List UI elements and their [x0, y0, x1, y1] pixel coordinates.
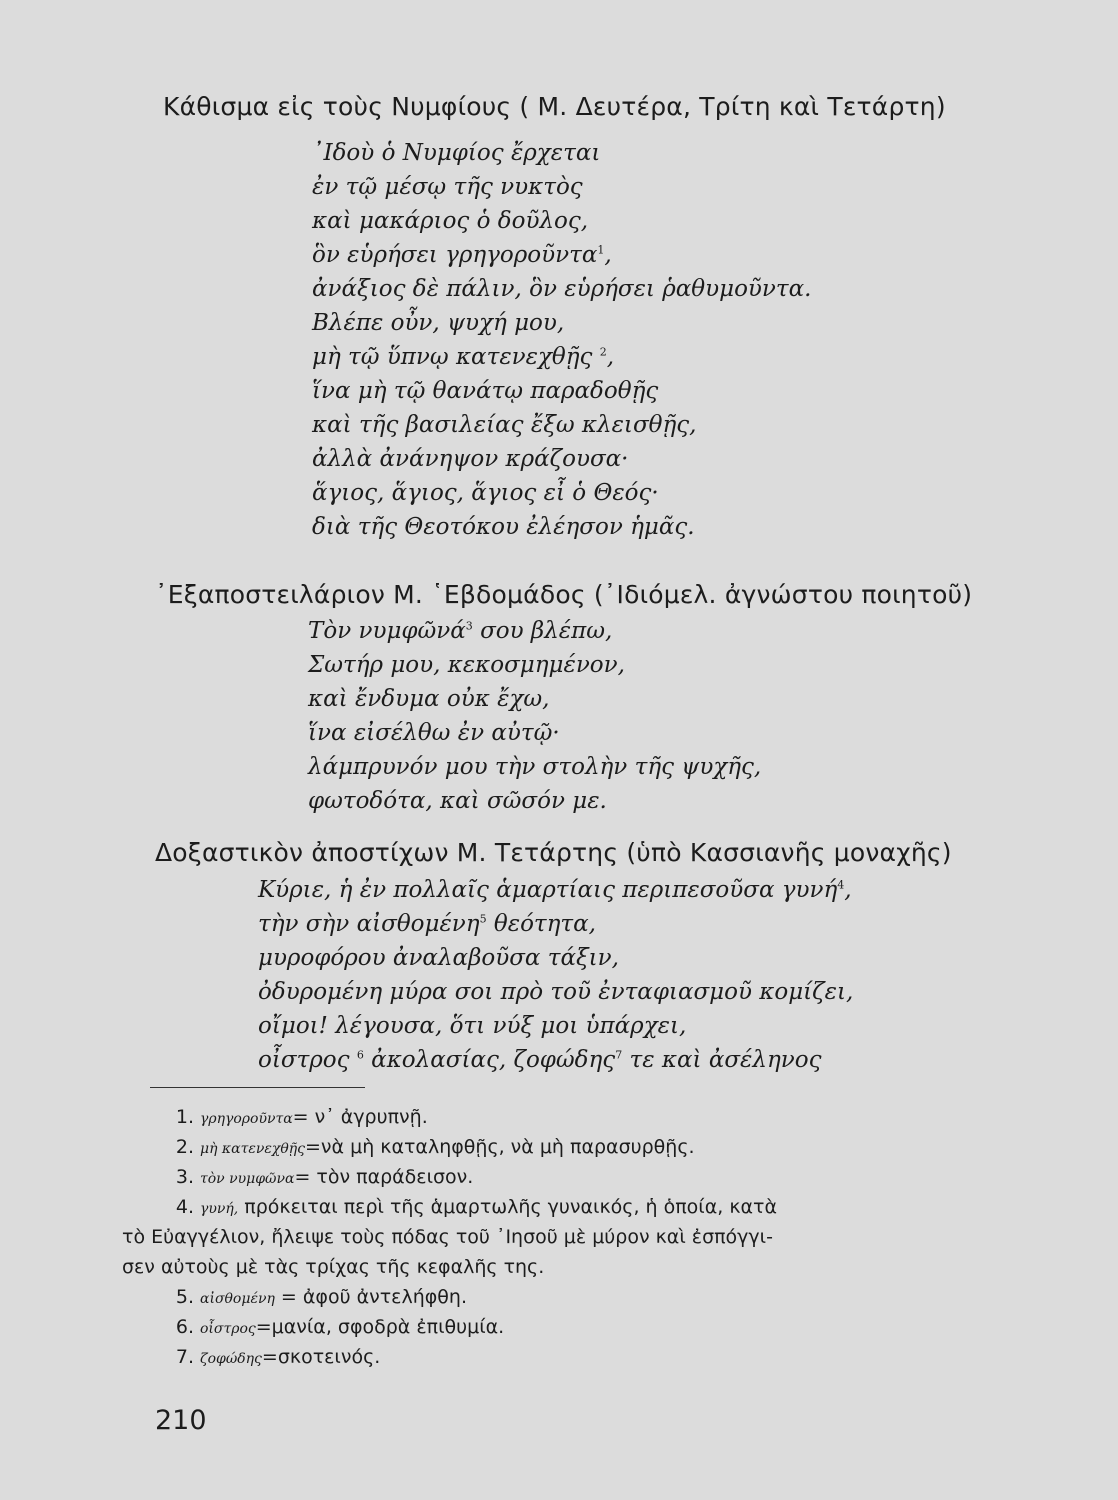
footnote-mark: 7	[615, 1048, 623, 1062]
verse-line: λάμπρυνόν μου τὴν στολὴν τῆς ψυχῆς,	[308, 754, 762, 780]
verse-line: ὃν εὑρήσει γρηγοροῦντα$^1$,	[312, 242, 612, 268]
footnote-5: 5. αἰσθομένη = ἀφοῦ ἀντελήφθη.	[175, 1286, 467, 1308]
footnote-term: οἶστρος	[200, 1321, 256, 1337]
verse-line: ἀλλὰ ἀνάνηψον κράζουσα·	[312, 446, 629, 472]
verse-line: διὰ τῆς Θεοτόκου ἐλέησον ἡμᾶς.	[312, 514, 695, 540]
footnote-3: 3. τὸν νυμφῶνα= τὸν παράδεισον.	[175, 1166, 474, 1188]
verse-line: τὴν σὴν αἰσθομένη$^5$ θεότητα,	[258, 911, 596, 937]
footnote-term: γυνή,	[200, 1201, 239, 1217]
verse-line: καὶ μακάριος ὁ δοῦλος,	[312, 208, 589, 234]
section-heading-kathisma: Κάθισμα εἰς τοὺς Νυμφίους ( Μ. Δευτέρα, Τρίτη καὶ Τετάρτη)	[163, 92, 946, 121]
verse-line: Τὸν νυμφῶνά$^3$ σου βλέπω,	[308, 618, 613, 644]
page-number: 210	[155, 1405, 207, 1436]
verse-line: ἀνάξιος δὲ πάλιν, ὃν εὑρήσει ῥαθυμοῦντα.	[312, 276, 812, 302]
footnote-term: αἰσθομένη	[200, 1291, 275, 1307]
verse-line: ὀδυρομένη μύρα σοι πρὸ τοῦ ἐνταφιασμοῦ κομίζει,	[258, 979, 854, 1005]
verse-line: ἅγιος, ἅγιος, ἅγιος εἶ ὁ Θεός·	[312, 480, 659, 506]
verse-line: Βλέπε οὖν, ψυχή μου,	[312, 310, 565, 336]
footnote-mark: 6	[356, 1048, 364, 1062]
verse-block-kathisma	[312, 136, 811, 544]
verse-line: μυροφόρου ἀναλαβοῦσα τάξιν,	[258, 945, 619, 971]
section-heading-doxastikon: Δοξαστικὸν ἀποστίχων Μ. Τετάρτης (ὑπὸ Κασσιανῆς μοναχῆς)	[155, 838, 952, 867]
verse-line: καὶ ἔνδυμα οὐκ ἔχω,	[308, 686, 550, 712]
verse-line: οἴμοι! λέγουσα, ὅτι νύξ μοι ὑπάρχει,	[258, 1013, 687, 1039]
verse-block-doxastikon	[258, 873, 853, 1077]
footnote-term: ζοφώδης	[200, 1351, 262, 1367]
verse-line: Σωτήρ μου, κεκοσμημένον,	[308, 652, 625, 678]
footnote-mark: 1	[597, 243, 605, 257]
footnote-term: τὸν νυμφῶνα	[200, 1171, 295, 1187]
footnote-1: 1. γρηγοροῦντα= ν᾿ ἀγρυπνῇ.	[175, 1106, 428, 1128]
verse-line: ἵνα εἰσέλθω ἐν αὐτῷ·	[308, 720, 560, 746]
verse-line: ᾿Ιδοὺ ὁ Νυμφίος ἔρχεται	[312, 140, 601, 166]
footnote-mark: 5	[479, 912, 487, 926]
footnote-term: μὴ κατενεχθῇς	[200, 1141, 305, 1157]
footnote-4-cont-1: τὸ Εὐαγγέλιον, ἤλειψε τοὺς πόδας τοῦ ᾿Ιησοῦ μὲ μύρον καὶ ἐσπόγγι-	[122, 1226, 773, 1248]
verse-line: οἶστρος $^6$ ἀκολασίας, ζοφώδης$^7$ τε καὶ ἀσέληνος	[258, 1047, 822, 1073]
section-heading-exaposteilarion: ᾿Εξαποστειλάριον Μ. ῾Εβδομάδος (᾿Ιδιόμελ. ἀγνώστου ποιητοῦ)	[155, 580, 973, 609]
footnote-4-cont-2: σεν αὐτοὺς μὲ τὰς τρίχας τῆς κεφαλῆς της.	[122, 1256, 545, 1278]
verse-line: μὴ τῷ ὕπνῳ κατενεχθῇς $^2$,	[312, 344, 615, 370]
verse-line: Κύριε, ἡ ἐν πολλαῖς ἁμαρτίαις περιπεσοῦσα γυνή$^4$,	[258, 877, 852, 903]
footnote-mark: 3	[465, 619, 473, 633]
verse-line: ἐν τῷ μέσῳ τῆς νυκτὸς	[312, 174, 583, 200]
verse-line: φωτοδότα, καὶ σῶσόν με.	[308, 788, 607, 814]
footnote-separator	[150, 1087, 365, 1088]
footnote-term: γρηγοροῦντα	[200, 1111, 293, 1127]
verse-line: καὶ τῆς βασιλείας ἔξω κλεισθῇς,	[312, 412, 697, 438]
verse-line: ἵνα μὴ τῷ θανάτῳ παραδοθῇς	[312, 378, 659, 404]
footnote-mark: 2	[599, 345, 607, 359]
footnote-7: 7. ζοφώδης=σκοτεινός.	[175, 1346, 381, 1368]
footnote-2: 2. μὴ κατενεχθῇς=νὰ μὴ καταληφθῇς, νὰ μὴ παρασυρθῇς.	[175, 1136, 695, 1158]
verse-block-exaposteilarion	[308, 614, 761, 818]
footnote-mark: 4	[837, 878, 845, 892]
footnote-4: 4. γυνή, πρόκειται περὶ τῆς ἁμαρτωλῆς γυναικός, ἡ ὁποία, κατὰ	[175, 1196, 778, 1218]
footnote-6: 6. οἶστρος=μανία, σφοδρὰ ἐπιθυμία.	[175, 1316, 505, 1338]
